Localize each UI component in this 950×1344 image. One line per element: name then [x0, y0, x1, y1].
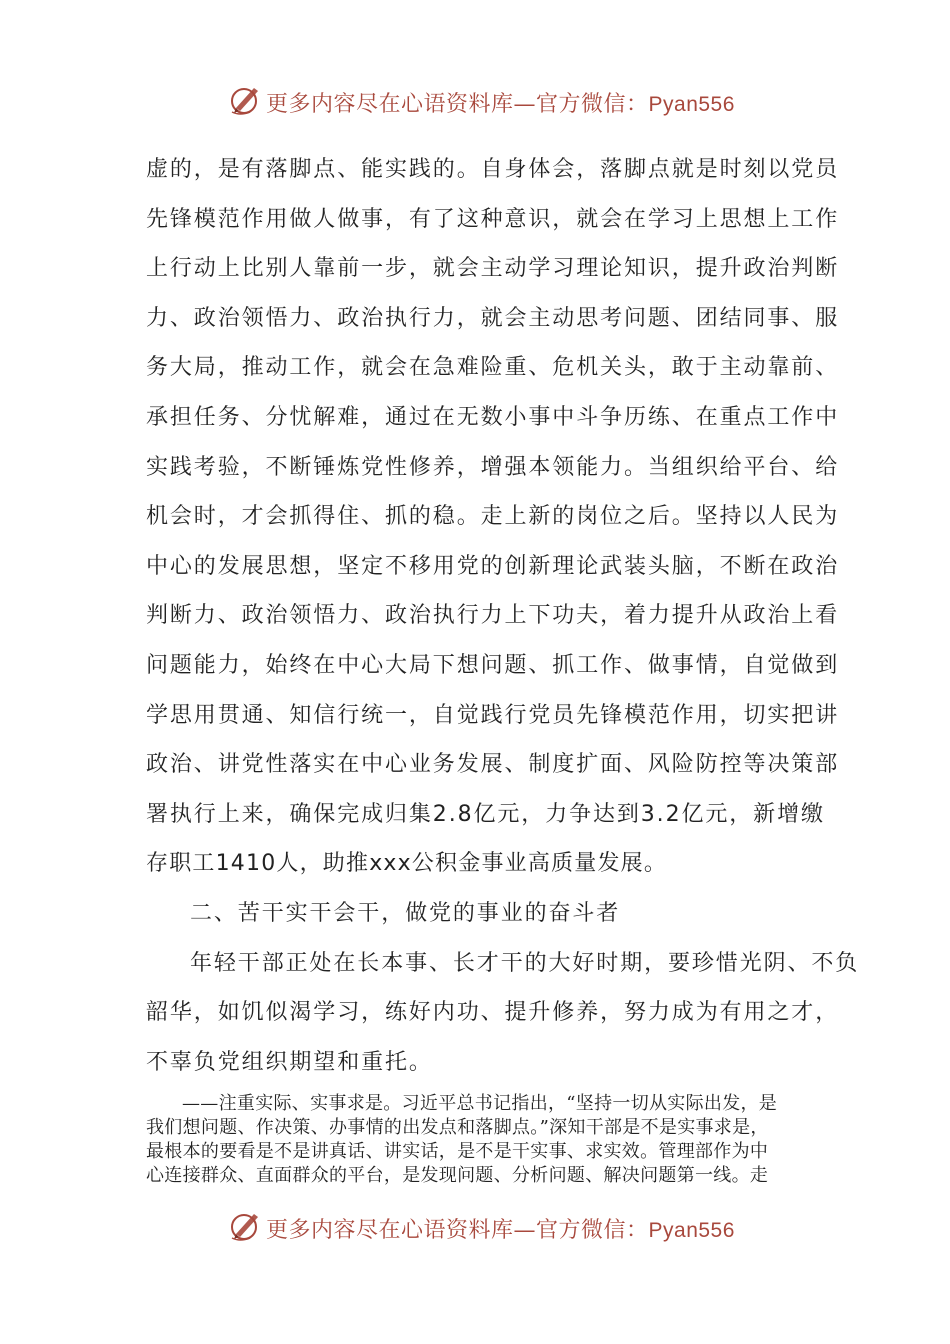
paragraph-3	[146, 1092, 812, 1188]
text-line: 存职工1410人，助推xxx公积金事业高质量发展。	[146, 851, 668, 877]
text-line: 虚的，是有落脚点、能实践的。自身体会，落脚点就是时刻以党员	[146, 157, 840, 182]
footer-banner	[0, 1208, 950, 1248]
text-line: 力、政治领悟力、政治执行力，就会主动思考问题、团结同事、服	[146, 305, 840, 331]
wechat-handle: Pyan556	[648, 1219, 735, 1242]
main-text	[146, 145, 860, 1087]
text-line: 先锋模范作用做人做事，有了这种意识，就会在学习上思想上工作	[146, 206, 840, 232]
banner-text	[266, 87, 735, 118]
text-line: 我们想问题、作决策、办事情的出发点和落脚点。”深知干部是不是实事求是，	[146, 1117, 769, 1138]
text-line: 年轻干部正处在长本事、长才干的大好时期，要珍惜光阴、不负	[190, 950, 860, 976]
text-line: 判断力、政治领悟力、政治执行力上下功夫，着力提升从政治上看	[146, 603, 840, 629]
text-line: 机会时，才会抓得住、抓的稳。走上新的岗位之后。坚持以人民为	[146, 504, 840, 530]
text-line: ——注重实际、实事求是。习近平总书记指出，“坚持一切从实际出发，是	[182, 1093, 778, 1114]
text-line: 韶华，如饥似渴学习，练好内功、提升修养，努力成为有用之才，	[146, 1000, 840, 1026]
text-line: 承担任务、分忧解难，通过在无数小事中斗争历练、在重点工作中	[146, 404, 840, 430]
banner-slogan: 更多内容尽在心语资料库—官方微信：	[266, 1218, 649, 1243]
text-line: 实践考验，不断锤炼党性修养，增强本领能力。当组织给平台、给	[146, 454, 840, 480]
text-line: 心连接群众、直面群众的平台，是发现问题、分析问题、解决问题第一线。走	[146, 1165, 769, 1186]
wechat-handle: Pyan556	[648, 93, 735, 116]
header-banner	[0, 82, 950, 122]
pen-circle-logo-icon	[228, 82, 264, 118]
text-line: 务大局，推动工作，就会在急难险重、危机关头，敢于主动靠前、	[146, 355, 840, 381]
banner-slogan: 更多内容尽在心语资料库—官方微信：	[266, 92, 649, 117]
paragraph-2	[146, 939, 860, 1088]
banner-text	[266, 1213, 735, 1244]
section-heading: 二、苦干实干会干，做党的事业的奋斗者	[190, 900, 621, 926]
text-line: 最根本的要看是不是讲真话、讲实话，是不是干实事、求实效。管理部作为中	[146, 1141, 769, 1162]
paragraph-1	[146, 145, 840, 889]
pen-circle-logo-icon	[228, 1208, 264, 1244]
text-line: 署执行上来，确保完成归集2.8亿元，力争达到3.2亿元，新增缴	[146, 801, 825, 827]
text-line: 上行动上比别人靠前一步，就会主动学习理论知识，提升政治判断	[146, 256, 840, 282]
text-line: 问题能力，始终在中心大局下想问题、抓工作、做事情，自觉做到	[146, 652, 840, 678]
text-line: 不辜负党组织期望和重托。	[146, 1049, 433, 1075]
text-line: 学思用贯通、知信行统一，自觉践行党员先锋模范作用，切实把讲	[146, 702, 840, 728]
text-line: 政治、讲党性落实在中心业务发展、制度扩面、风险防控等决策部	[146, 752, 840, 778]
text-line: 中心的发展思想，坚定不移用党的创新理论武装头脑，不断在政治	[146, 553, 840, 579]
